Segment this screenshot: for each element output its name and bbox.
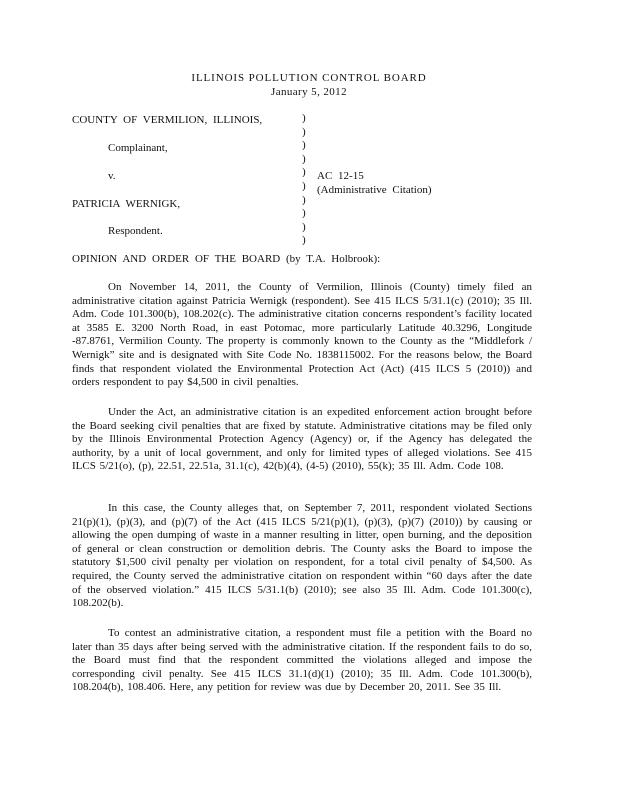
opinion-paragraph: On November 14, 2011, the County of Vermilion, Illinois (County) timely filed an administrative citation against Patricia Wernigk (respondent). See 415 ILCS 5/31.1(c) (2010); 35 Ill. Adm. Code 101.300(b), 108.202(c). The administrative citation concerns respondent’s facility located at 3585 E. 3200 North Road, in east Potomac, more particularly Latitude 40.3296, Longitude -87.8761, Vermilion County. The property is commonly known to the County as the “Middlefork / Wernigk” site and is designated with Site Code No. 1838115002. For the reasons below, the Board finds that respondent violated the Environmental Protection Act (Act) (415 ILCS 5 (2010)) and orders respondent to pay $4,500 in civil penalties. xyxy=(72,281,532,389)
opinion-paragraph: Under the Act, an administrative citation is an expedited enforcement action brought before the Board seeking civil penalties that are fixed by statute. Administrative citations may be filed only by the Illinois Environmental Protection Agency (Agency) or, if the Agency has delegated the authority, by a unit of local government, and only for limited types of alleged violations. See 415 ILCS 5/21(o), (p), 22.51, 22.51a, 31.1(c), 42(b)(4), (4-5) (2010), 55(k); 35 Ill. Adm. Code 108. xyxy=(72,406,532,473)
versus-label: v. xyxy=(108,170,116,182)
complainant-name: COUNTY OF VERMILION, ILLINOIS, xyxy=(72,114,263,126)
case-number: AC 12-15 xyxy=(317,170,364,182)
opinion-title: OPINION AND ORDER OF THE BOARD (by T.A. Holbrook): xyxy=(72,253,381,265)
document-date: January 5, 2012 xyxy=(271,86,347,98)
complainant-role: Complainant, xyxy=(108,142,168,154)
caption-parentheses: ) ) ) ) ) ) ) ) ) ) xyxy=(302,112,306,247)
opinion-paragraph: To contest an administrative citation, a respondent must file a petition with the Board no later than 35 days after being served with the administrative citation. If the respondent fails to do so, the Board must find that the respondent committed the violations alleged and impose the corresponding civil penalty. See 415 ILCS 31.1(d)(1) (2010); 35 Ill. Adm. Code 101.300(b), 108.204(b), 108.406. Here, any petition for review was due by December 20, 2011. See 35 Ill. xyxy=(72,627,532,694)
respondent-role: Respondent. xyxy=(108,225,163,237)
respondent-name: PATRICIA WERNIGK, xyxy=(72,198,181,210)
opinion-paragraph: In this case, the County alleges that, on September 7, 2011, respondent violated Sections 21(p)(1), (p)(3), and (p)(7) of the Act (415 ILCS 5/21(p)(1), (p)(3), (p)(7) (2010)) by causing or allowing the open dumping of waste in a manner resulting in litter, open burning, and the deposition of general or clean construction or demolition debris. The County asks the Board to impose the statutory $1,500 civil penalty per violation on respondent, for a total civil penalty of $4,500. As required, the County served the administrative citation on respondent within “60 days after the date of the observed violation.” 415 ILCS 5/31.1(b) (2010); see also 35 Ill. Adm. Code 101.300(c), 108.202(b). xyxy=(72,502,532,610)
case-type: (Administrative Citation) xyxy=(317,184,432,196)
board-title: ILLINOIS POLLUTION CONTROL BOARD xyxy=(191,72,427,84)
